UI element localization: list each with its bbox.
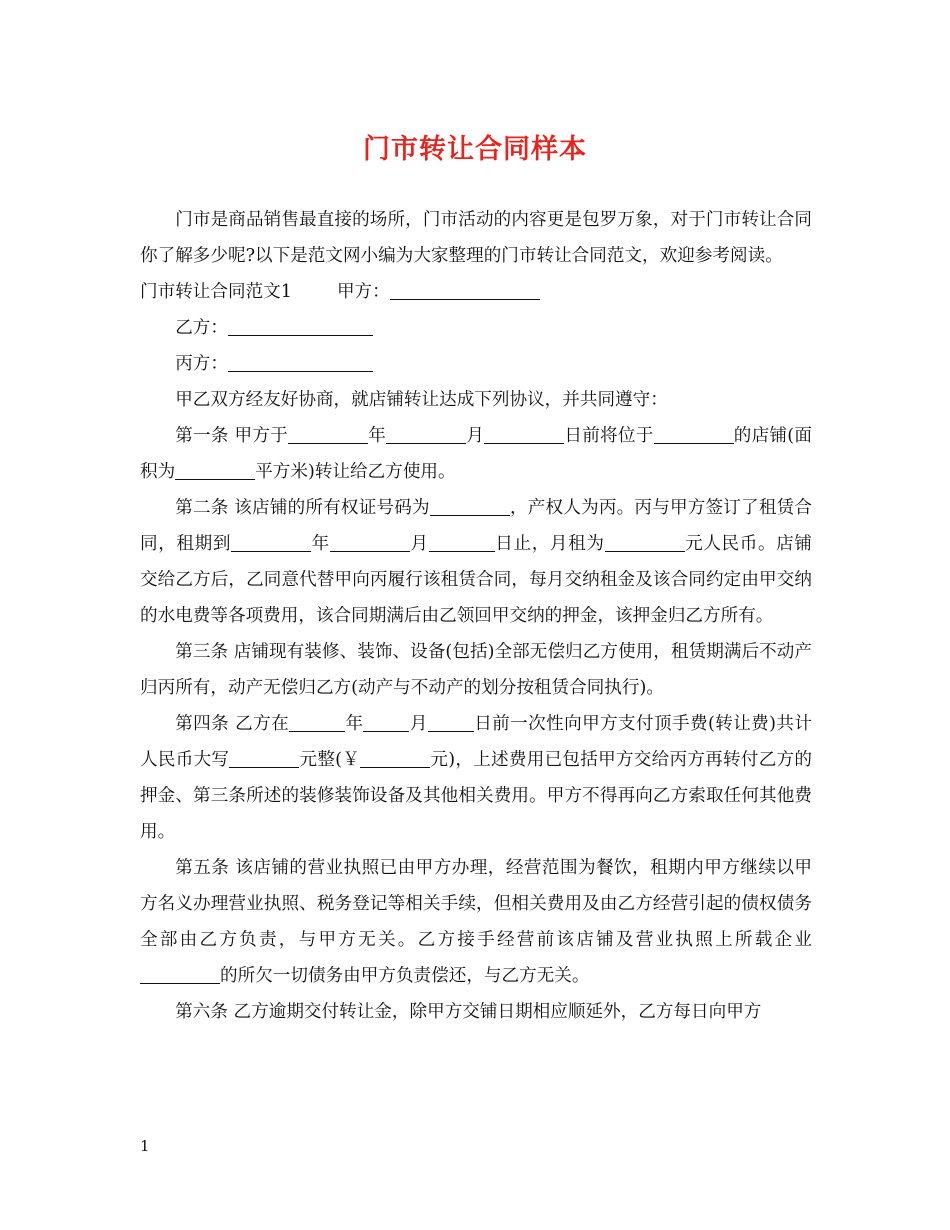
preamble-paragraph: 甲乙双方经友好协商，就店铺转让达成下列协议，并共同遵守： [175, 390, 668, 410]
party-a-label: 甲方： [336, 282, 390, 302]
blank-field [360, 749, 430, 768]
clause-6: 第六条 乙方逾期交付转让金，除甲方交铺日期相应顺延外，乙方每日向甲方 [175, 1002, 762, 1022]
clause-1-text: 月 [466, 426, 485, 446]
clause-3: 第三条 店铺现有装修、装饰、设备(包括)全部无偿归乙方使用，租赁期满后不动产归丙所有，动产无偿归乙方(动产与不动产的划分按租赁合同执行)。 [140, 642, 812, 698]
clause-4-text: 元整(￥ [299, 750, 361, 770]
party-a-line [140, 274, 812, 310]
party-b-label: 乙方： [175, 318, 228, 338]
blank-field [428, 713, 474, 732]
blank-field [386, 425, 466, 444]
clause-2-text: 日止，月租为 [494, 534, 605, 554]
clause-1-text: 平方米)转让给乙方使用。 [255, 462, 456, 482]
clause-5 [140, 850, 812, 994]
clause-1-text: 的店铺(面积为 [140, 426, 812, 482]
intro-paragraph: 门市是商品销售最直接的场所，门市活动的内容更是包罗万象，对于门市转让合同你了解多少呢?以下是范文网小编为大家整理的门市转让合同范文，欢迎参考阅读。 [140, 210, 812, 266]
party-a-blank [390, 281, 540, 300]
clause-5-text: 的所欠一切债务由甲方负责偿还，与乙方无关。 [220, 966, 590, 986]
document-body [140, 202, 812, 1030]
clause-1-text: 年 [368, 426, 387, 446]
sample-label: 门市转让合同范文1 [140, 282, 292, 302]
blank-field [175, 461, 255, 480]
blank-field [231, 533, 311, 552]
clause-2 [140, 490, 812, 634]
clause-1 [140, 418, 812, 490]
clause-5-text: 第五条 该店铺的营业执照已由甲方办理，经营范围为餐饮，租期内甲方继续以甲方名义办理营业执照、税务登记等相关手续，但相关费用及由乙方经营引起的债权债务全部由乙方负责，与甲方无关。乙方接手经营前该店铺及营业执照上所载企业 [140, 858, 812, 950]
blank-field [430, 497, 510, 516]
document-title: 门市转让合同样本 [363, 134, 587, 165]
clause-2-text: 年 [311, 534, 330, 554]
clause-4 [140, 706, 812, 850]
party-c-label: 丙方： [175, 354, 228, 374]
clause-4-text: 月 [409, 714, 428, 734]
blank-field [289, 713, 345, 732]
page-number: 1 [140, 1137, 150, 1155]
blank-field [229, 749, 299, 768]
clause-4-text: 元)，上述费用已包括甲方交给丙方再转付乙方的押金、第三条所述的装修装饰设备及其他相关费用。甲方不得再向乙方索取任何其他费用。 [140, 750, 812, 842]
clause-4-text: 日前一次性向甲方支付顶手费(转让费)共计人民币大写 [140, 714, 812, 770]
clause-1-text: 日前将位于 [564, 426, 654, 446]
blank-field [363, 713, 409, 732]
clause-2-text: ，产权人为丙。丙与甲方签订了租赁合同，租期到 [140, 498, 812, 554]
party-b-blank [228, 317, 373, 336]
clause-2-text: 元人民币。店铺交给乙方后，乙同意代替甲向丙履行该租赁合同，每月交纳租金及该合同约定由甲交纳的水电费等各项费用，该合同期满后由乙领回甲交纳的押金，该押金归乙方所有。 [140, 534, 812, 626]
blank-field [654, 425, 734, 444]
blank-field [484, 425, 564, 444]
party-b-line [140, 310, 812, 346]
blank-field [288, 425, 368, 444]
blank-field [429, 533, 495, 552]
clause-2-text: 月 [409, 534, 429, 554]
blank-field [605, 533, 685, 552]
clause-4-text: 第四条 乙方在 [175, 714, 290, 734]
blank-field [330, 533, 410, 552]
blank-field [140, 965, 220, 984]
clause-1-text: 第一条 甲方于 [175, 426, 288, 446]
party-c-line [140, 346, 812, 382]
clause-2-text: 第二条 该店铺的所有权证号码为 [175, 498, 430, 518]
clause-4-text: 年 [345, 714, 364, 734]
party-c-blank [228, 353, 373, 372]
